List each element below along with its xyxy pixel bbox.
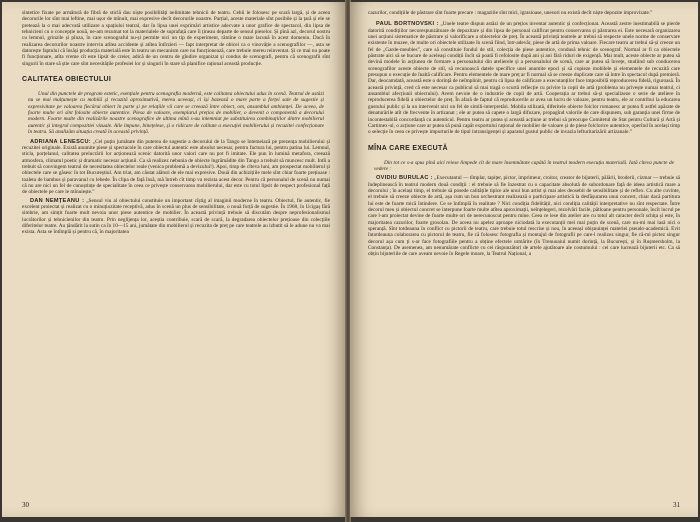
left-page — [2, 2, 346, 517]
speaker-name: DAN NEMȚEANU : — [30, 197, 85, 204]
speaker-name: ADRIANA LENESCU: — [30, 138, 91, 145]
speaker-text: „Cel puțin jumătate din puterea de sugestie a decorului de la Tango se întemeiază pe prezența mobilierului și recuzitei originale. Există anumite piese și spectacole în care obiectul autentic este absolut necesar, pentru factura lui, pentru patina lui. Lemnul, sticla, porțelanul, calitatea prelucrării lor acționează scenic datorită unor valori care nu pot fi imitate. Ele pun în lumină metafora, creează atmosfera, climatul poetic și dramatic necesar acțiunii. Ca să realizez nebunia de obiecte îngrămădite din Tango a trebuit să muncesc mult. Intîi a trebuit să convingem teatrul de necesitatea obiectelor reale (venica problemă a devizului!). Apoi, timp de cîteva luni, am prospectat mobilierul și obiectele care se găsesc în tot Bucureștiul. Am triat, am căutat alături de ele mai expresive. Două din achizițiile mele sînt chiar foarte prețioase : toaleta de bambus și paravanul cu lebede. În clipa de față însă, mă întreb cît timp va rezista acest decor. Pentru că personalul de scenă nu numai că nu are nici un fel de cunoștințe de specialitate în ceea ce privește conservarea mobilierului, dar este cu totul lipsit de respect profesional față de obiectele pe care le mînuiește.” — [22, 138, 331, 196]
section-intro: Unul din punctele de program estetic, esențiale pentru scenografia modernă, este calitatea obiectului adus în scenă. Teatrul de astăzi nu se mai mulțumește cu mobilă și recuzită aproximativă, mereu aceeași, ci își bazează o mare parte a forței sale de sugestie și expresivitate pe valoarea fiecărui obiect în parte și pe relațiile vii care se creează între obiect, om, ansamblul ambianței. De aceea, de foarte multe ori sînt folosite obiecte autentice. Piesa de valoare, exemplarul prețios de mobilier, o devenit o componentă a decorului modern. Foarte multe din realizările noastre scenografice de ultima mînă s-au inlemniat pe substituirea combinațiilor dintre mobilierul autentic și integrul compozitiei vizuale. Aile împune, binețelese, și o ridicare de calitate a execuției mobilierului și recuzitei confecționate în teatru. Să analizăm situația creată în această privință. — [28, 91, 324, 136]
interview-paragraph — [368, 21, 680, 135]
section-intro: Din tot ce s-a spus pînă aici reiese limpede cît de mare însemnătate capătă în teatrul modern execuția materială. Iată cîteva puncte de vedere : — [374, 159, 674, 172]
speaker-text: „Sensul viu al obiectului constituie un important cîștig al imaginii moderne în teatru. Obiectul, fie autentic, fie excelent proiectat și realizat cu o minuțiozitate receptivă, adus în scenă un plus de sensibilitate, o nouă forță de sugestie. În 1968, în Ucigaș fără simbrie, am simțit foarte mult nevoia unor piese autentice de mobilier. În această privință trebuie să discutăm despre neprofesionalismul lucrătorilor și tehnicienilor din teatru. Prin neglijența lor, aceștia contribuie, scară de scară, la degradarea obiectelor prețioase din colecțiile diferitelor teatre. Au țăndărit la sutin ca în 10—15 ani, jumătate din mobilierul și recuzita de preț pe care teatrele au izbutit să le adune nu va mai exista. Asta se întîmplă și pentru că, în majoritatea — [22, 197, 330, 236]
right-page — [350, 2, 698, 517]
speaker-text: „Executantul — tîmplar, tapițer, pictor, imprimeur, croitor, creator de bijuterii, pălării, broderii, cizmar — trebuie să îndeplinească în teatrul modern două condiții : el trebuie să fie înzestrat cu o capacitate absolută de subordonare față de ideea artistică mare a decorului ; în același timp, el trebuie să posede calitățile tipice ale unui bun artist și mai ales deosebit de sensibilitate și de reflex. Cu alte cuvinte, el trebuie să creeze obiecte de artă, așa cum un bun orchestrant realizează o participare artistică la desfășurarea unui concert, chiar dacă partitura lui este de foarte mică întindere. Ce se întîmplă în realitate ? Nici condiția fidelității, nici condiția calității interpretative nu sînt respectate. Între decorul meu și obiectul concret se interpune foarte multe atîtea aproximații, neînțelegeri, rezolvări facile, pătloane pentru personale, încît lucrul pe care l-am proiectat devine de foarte multe ori de nerecunoscut pentru mine. Ceea ce lese din atelier are cu totul alt caracter decît schița și este, în majoritatea cazurilor, foarte grosolan. De aceea nu apelez aproape niciodată la executanții mei mai puțin de scenă, care nu-mi mai lasă nici o speranță. Sînt totdeauna în conflict cu pictorii de teatru, care trebuie totul rescrise și nou, în aceeași obișnuinței materiei pseudo-academică. Evit întotdeauna colaborarea cu pictorul de teatru, fie că folosesc fotografia și montajul de fotografii pe care-l realizez singur, fie că-mi pictez singur decorul așa cum ți s-ar face fotografiile pentru a obține efectele urmărite (în Trenuoaiul numit dorință, la București, și în Rușmersholm, la Constanța). De asemenea, am nenumărate conflicte cu cei răspunzători de artele ajutătoare ale costumului : cei care lucrează bijuterii etc. Ca să obțin bijuteriile de care aveam nevoie în Regele moare, la Teatrul Național, a — [368, 175, 681, 258]
section-heading: CALITATEA OBIECTULUI — [22, 76, 112, 84]
page-number: 30 — [22, 501, 29, 509]
interview-paragraph — [22, 139, 330, 196]
paragraph: cazurilor, condițiile de păstrare sînt foarte precare : magaziile sînt mici, igrasioase, unesori nu există decît niște depozite improvizate.” — [368, 10, 653, 16]
right-text-column — [368, 10, 680, 260]
paragraph: sintetice fixate pe armătură de fibră de sticlă dau niște posibilități nelimitate tehnicii de teatru. Cehii le folosesc pe scară largă, și de aceea decorurile lor sînt mai leftine, mai ușor de mînuit, mai expresive decît decorurile noastre. Parțial, aceste materiale sînt posibile și la țară și ele se pretează la o mai adecvată utilizare a spațiului teatral, dar în lipsa unei exprimări artistice adecvate a unor grafice de spectacol, din lipsa de tehnicieni cu o concepție nouă, ne-am rezumat tot la materialele de suprafață care îi țineau departe de sensul pieselor. Și pînă azi, decorul nostru cu lemnul, grinzile și pînza, în care scenograful nu-și permite nici un tip de experiment, rămîne o mare lacună în acest domeniu. Dacă în realizarea decorurilor noastre intervin atîtea accidente și atîtea întîrzieri — fapt interpretat de obicei ca o vinovăție a scenografilor —, asta se datorește faptului că însăși producția materială este în teatru un mecanism care nu funcționează, care trebuie mereu reinventat. Și ce mai nu poate fi funcționare, atîta vreme cît este lipsit de creier, adică de un centru de gîndire organizat și condus de scenografi, pentru că scenografii sînt singurii în stare să știe care sînt necesitățile profesiei lor și singurii în stare să planifice rațional această producție. — [22, 10, 330, 67]
left-text-column — [22, 10, 330, 238]
speaker-name: OVIDIU BURULAC : — [376, 175, 433, 182]
section-heading: MÎNA CARE EXECUTĂ — [368, 144, 448, 152]
interview-paragraph — [22, 198, 330, 236]
page-number: 31 — [673, 501, 680, 509]
speaker-text: „Unele teatre dispun astăzi de un prețios inventar autentic și confecționat. Această zestre inestimabilă se pierde datorită condițiilor necorespunzătoare de depozitare și din lipsa de personal calificat pentru conservarea și păstrarea ei. Este necesară organizarea unei acțiuni sistematice de păstrare și valorificare a obiectelor de preț. În această privință teatrele ar trebui să respecte unele norme de conservare existente în muzee, de multe ori obiectele utilizate în scenă fiind, într-adevăr, piese de artă de prima valoare. Fiecare teatru ar trebui să-și creeze un fel de „Garde-meubles”, care să constituie fondul de stil, colecția de piese autentice, condusă tehnic de scenograf. Normal ar fi ca obiectele păstrate aici să se bucure de aceleași condiții încît să poată fi refolosite după ani și ani fără riduri de exigență. Mai mult, aceste obiecte ar putea să devină modele în acțiunea de formare a personalului din atelierele și a personalului de scenă, care ar putea să învețe, studiind sub conducerea scenografilor aceste obiecte de stil, să recunoască datele specifice unei anumite epoci și să copieze mobilele și elementele de recuzită care presupun o execuție de înaltă calificare. Pentru elementele de mare preț ar fi normal să se creeze duplicate care să intre în spectacol după premieră. Dar, deocamdată, această este o dorință de neîmplinit, pentru că lipsa de calificare a executanților face imposibilă reproducerea fidelă, riguroasă. În această privință, cred că este necesar ca publicul să mai tragă o scurtă reflecție cu privire la copii de artă (problema nu privește numai teatrul, ci ansamblul afecțiunii obiectului). Avem nevoie de o industrie de copii de artă. Cooperația ar trebui să-și specializeze o serie de ateliere în reproducerea fidelă a obiectelor de preț. În afară de faptul că reproducerile ar avea un lucru de valoare, pentru teatru, ele ar contribui la educarea gustului public și la un intervenit nici un fel de simili-interpretări. Mobila stilizată, diferitele obiecte folclor romanesc ar putea fi astfel apărate de denaturările atît de frecvente în artizanat ; ele ar putea să capete o largă difuzare, propagînd valorile de care dispunem, sub garanția unei firme de incontestabilă concordanță cu autenticul. Pentru teatru ar putea și această acțiune ar trebui să preocupe Comitetul de Stat pentru Cultură și Artă și Cartimex-ul, o acțiune care ar putea să pună capăt exportului rațional de mobilier de valoare și de piese folclorice autentice, operînd în același timp o selecție în ceea ce privește importurile de tipul intransigenței și aparatul gustul public de invazia lefturitarizării artizanale.” — [368, 21, 681, 136]
speaker-name: PAUL BORTNOVSKI : — [376, 21, 439, 28]
interview-paragraph — [368, 175, 680, 257]
